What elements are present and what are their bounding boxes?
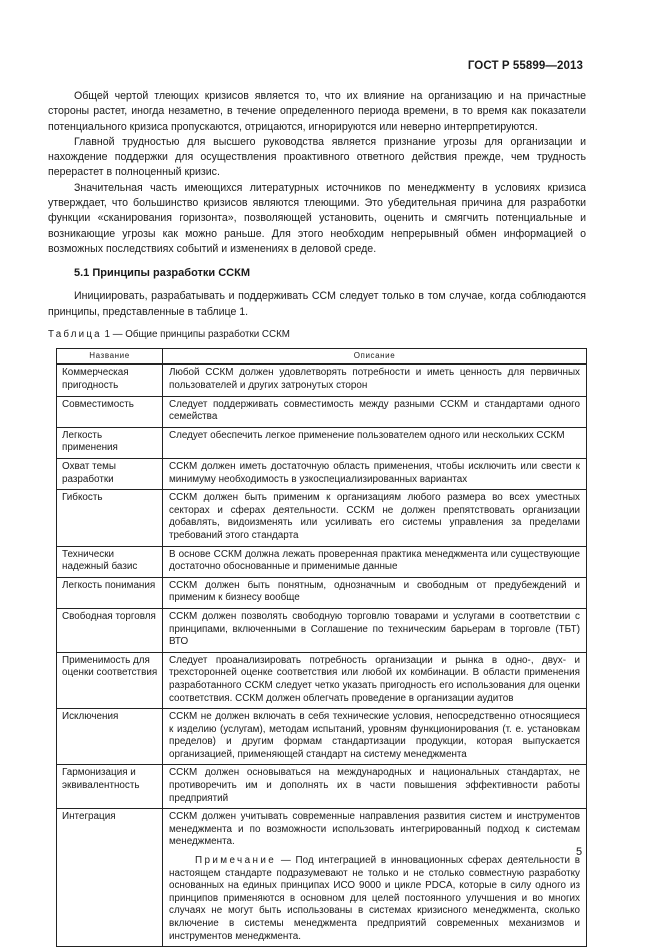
page-content [48, 89, 586, 947]
section-intro: Инициировать, разрабатывать и поддерживать ССМ следует только в том случае, когда соблюдаются принципы, представленные в таблице 1. [48, 290, 586, 318]
table-row [57, 427, 587, 458]
section-title: 5.1 Принципы разработки ССКМ [74, 267, 250, 280]
row-description: ССКМ должен позволять свободную торговлю товарами и услугами в соответствии с принципами, включенными в Соглашение по техническим барьерам в торговле (ТБТ) ВТО [163, 608, 587, 652]
row-description: Следует поддерживать совместимость между разными ССКМ и стандартами одного семейства [163, 396, 587, 427]
table-row [57, 709, 587, 765]
row-description: Следует проанализировать потребность организации и рынка в одно-, двух- и трехсторонней оценке соответствия или любой их комбинации. В области применения разработанного ССКМ следует четко указать пригодность его использования для оценки соответствия. ССКМ должен облегчать проведение в организации аудитов [163, 652, 587, 708]
row-name: Гибкость [57, 490, 163, 546]
row-name: Свободная торговля [57, 608, 163, 652]
row-name: Гармонизация и эквивалентность [57, 765, 163, 809]
table-row [57, 608, 587, 652]
column-header-description: Описание [163, 348, 587, 364]
table-caption [48, 329, 586, 341]
row-description-text: ССКМ должен учитывать современные направления развития систем и инструментов менеджмента и по возможности использовать интегрированный подход к системам менеджмента. [169, 811, 580, 848]
row-name: Легкость применения [57, 427, 163, 458]
row-description: Любой ССКМ должен удовлетворять потребности и иметь ценность для первичных пользователей и других затронутых сторон [163, 364, 587, 396]
paragraph: Главной трудностью для высшего руководства является признание угрозы для организации и нахождение поддержки для осуществления проактивного ответного действия прежде, чем трудность перерастет в полноценный кризис. [48, 135, 586, 179]
table-row [57, 396, 587, 427]
row-description: ССКМ должен быть понятным, однозначным и свободным от предубеждений и применим к бизнесу вообще [163, 577, 587, 608]
table-row [57, 459, 587, 490]
table-row [57, 364, 587, 396]
row-name: Совместимость [57, 396, 163, 427]
document-number: ГОСТ Р 55899—2013 [467, 60, 583, 72]
table-row [57, 765, 587, 809]
row-name: Охват темы разработки [57, 459, 163, 490]
row-description [163, 809, 587, 947]
row-description: ССКМ не должен включать в себя технические условия, непосредственно относящиеся к изделию (услугам), методам испытаний, уровням функционирования (т. е. установкам пределов) и другим формам стандартизации продукции, которая выпускается организацией, применяющей стандарт на систему менеджмента [163, 709, 587, 765]
row-name: Интеграция [57, 809, 163, 947]
table-row [57, 652, 587, 708]
row-name: Исключения [57, 709, 163, 765]
row-name: Легкость понимания [57, 577, 163, 608]
note-text: — Под интеграцией в инновационных сферах деятельности в настоящем стандарте подразумевают не только и не столько совместную разработку основанных на единых принципах ИСО 9000 и цикле PDCA, которые в силу одного из принципов применяются в основном для целей постоянного улучшения и во многих случаях не могут быть использованы в системах кризисного менеджмента, сколько включение в системы менеджмента предприятий современных механизмов и инструментов менеджмента. [169, 855, 580, 942]
table-row [57, 490, 587, 546]
row-description: В основе ССКМ должна лежать проверенная практика менеджмента или существующие достаточно обоснованные и применимые данные [163, 546, 587, 577]
row-name: Коммерческая пригодность [57, 364, 163, 396]
row-description: ССКМ должен основываться на международных и национальных стандартах, не противоречить им и дополнять их в части повышения эффективности работы предприятий [163, 765, 587, 809]
principles-table [56, 348, 587, 947]
row-name: Технически надежный базис [57, 546, 163, 577]
table-row [57, 546, 587, 577]
table-caption-text: 1 — Общие принципы разработки ССКМ [101, 328, 290, 340]
paragraph: Значительная часть имеющихся литературных источников по менеджменту в условиях кризиса утверждает, что большинство кризисов являются тлеющими. Это убедительная причина для разработки функции «сканирования горизонта», позволяющей установить, оценить и смягчить потенциальные и возникающие угрозы как можно раньше. Для этого необходим непрерывный обмен информацией о возможных последствиях событий и изменениях в деловой среде. [48, 181, 586, 255]
note-label: Примечание [195, 855, 277, 867]
row-description: Следует обеспечить легкое применение пользователем одного или нескольких ССКМ [163, 427, 587, 458]
row-description: ССКМ должен быть применим к организациям любого размера во всех уместных секторах и сферах деятельности. ССКМ не должен препятствовать организации добавлять, видоизменять или усиливать его системы управления за пределами требований этого стандарта [163, 490, 587, 546]
column-header-name: Название [57, 348, 163, 364]
row-description: ССКМ должен иметь достаточную область применения, чтобы исключить или свести к минимуму необходимость в узкоспециализированных вариантах [163, 459, 587, 490]
table-row [57, 809, 587, 947]
table-header-row [57, 348, 587, 364]
paragraph: Общей чертой тлеющих кризисов является то, что их влияние на организацию и на причастные стороны растет, иногда незаметно, в течение определенного периода времени, в то время как показатели потенциального кризиса пропускаются, отрицаются, игнорируются или неверно интерпретируются. [48, 90, 586, 133]
page-number: 5 [576, 846, 583, 858]
table-caption-prefix: Таблица [48, 328, 102, 340]
row-name: Применимость для оценки соответствия [57, 652, 163, 708]
table-note [169, 855, 580, 943]
table-row [57, 577, 587, 608]
